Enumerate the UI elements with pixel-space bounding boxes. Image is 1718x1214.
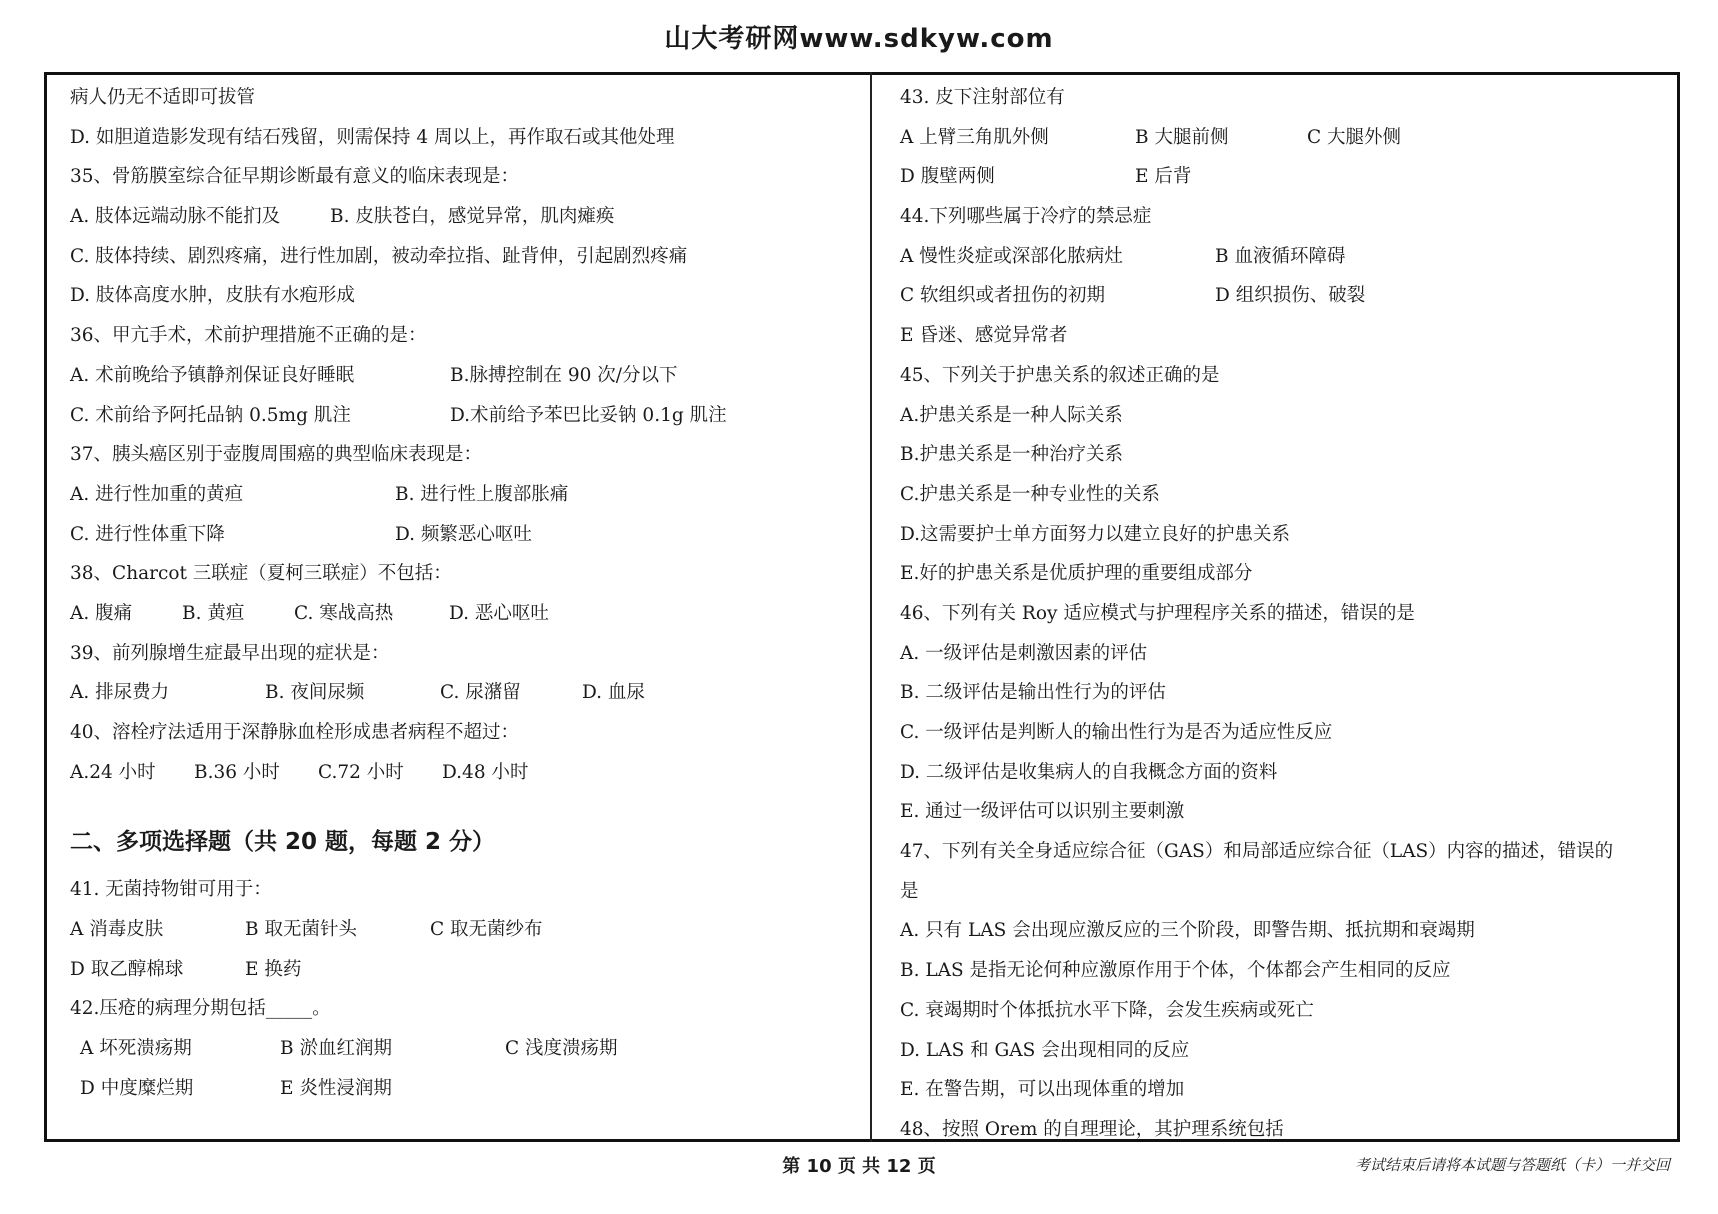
question-35-option-b: B. 皮肤苍白，感觉异常，肌肉瘫痪 bbox=[330, 206, 615, 228]
question-44-option-b: B 血液循环障碍 bbox=[1215, 245, 1346, 267]
question-34-continuation: 病人仍无不适即可拔管 bbox=[70, 87, 256, 108]
page-header-title: 山大考研网www.sdkyw.com bbox=[664, 24, 1054, 54]
question-40: 40、溶栓疗法适用于深静脉血栓形成患者病程不超过： bbox=[70, 722, 520, 743]
question-42-options-abc bbox=[70, 1029, 860, 1069]
question-38-option-a: A. 腹痛 bbox=[70, 602, 133, 624]
question-45: 45、下列关于护患关系的叙述正确的是 bbox=[900, 364, 1220, 386]
question-44-option-c: C 软组织或者扭伤的初期 bbox=[900, 285, 1106, 307]
question-36-option-b: B.脉搏控制在 90 次/分以下 bbox=[450, 364, 678, 386]
question-40-option-a: A.24 小时 bbox=[70, 761, 156, 783]
question-41-option-e: E 换药 bbox=[245, 958, 302, 980]
question-37-options-cd bbox=[70, 515, 860, 555]
question-43-options-abc bbox=[900, 118, 1670, 158]
question-47-continuation: 是 bbox=[900, 880, 919, 902]
question-39-option-c: C. 尿潴留 bbox=[440, 682, 521, 704]
question-40-options bbox=[70, 753, 860, 793]
question-47-option-e: E. 在警告期，可以出现体重的增加 bbox=[900, 1079, 1185, 1101]
question-41-option-c: C 取无菌纱布 bbox=[430, 919, 543, 941]
question-37-option-a: A. 进行性加重的黄疸 bbox=[70, 483, 244, 505]
question-48: 48、按照 Orem 的自理理论，其护理系统包括 bbox=[900, 1118, 1284, 1140]
question-38: 38、Charcot 三联症（夏柯三联症）不包括： bbox=[70, 563, 452, 585]
question-43-option-a: A 上臂三角肌外侧 bbox=[900, 126, 1049, 148]
right-column bbox=[900, 78, 1670, 1150]
question-46-option-c: C. 一级评估是判断人的输出性行为是否为适应性反应 bbox=[900, 722, 1333, 743]
question-40-option-d: D.48 小时 bbox=[442, 761, 529, 783]
question-44-options-ab bbox=[900, 237, 1670, 277]
question-45-option-b: B.护患关系是一种治疗关系 bbox=[900, 444, 1123, 466]
question-47-option-c: C. 衰竭期时个体抵抗水平下降，会发生疾病或死亡 bbox=[900, 999, 1314, 1021]
question-44: 44.下列哪些属于冷疗的禁忌症 bbox=[900, 206, 1152, 228]
question-38-option-b: B. 黄疸 bbox=[182, 602, 245, 624]
footer-instruction: 考试结束后请将本试题与答题纸（卡）一并交回 bbox=[1354, 1156, 1670, 1174]
section-heading-multiple-choice: 二、多项选择题（共 20 题，每题 2 分） bbox=[70, 829, 496, 856]
question-36-option-c: C. 术前给予阿托品钠 0.5mg 肌注 bbox=[70, 404, 351, 426]
question-35-options-ab bbox=[70, 197, 860, 237]
question-46-option-b: B. 二级评估是输出性行为的评估 bbox=[900, 682, 1166, 704]
question-37-option-c: C. 进行性体重下降 bbox=[70, 523, 225, 545]
question-45-option-c: C.护患关系是一种专业性的关系 bbox=[900, 483, 1160, 505]
question-36: 36、甲亢手术，术前护理措施不正确的是： bbox=[70, 325, 427, 347]
page-number: 第 10 页 共 12 页 bbox=[782, 1156, 936, 1177]
question-44-option-a: A 慢性炎症或深部化脓病灶 bbox=[900, 245, 1123, 267]
question-36-option-d: D.术前给予苯巴比妥钠 0.1g 肌注 bbox=[450, 404, 727, 426]
question-41: 41. 无菌持物钳可用于： bbox=[70, 879, 272, 901]
question-35-option-c: C. 肢体持续、剧烈疼痛，进行性加剧，被动牵拉指、趾背伸，引起剧烈疼痛 bbox=[70, 245, 688, 267]
question-43: 43. 皮下注射部位有 bbox=[900, 87, 1065, 108]
question-36-options-cd bbox=[70, 396, 860, 436]
question-46-option-a: A. 一级评估是刺激因素的评估 bbox=[900, 642, 1148, 664]
question-37-option-d: D. 频繁恶心呕吐 bbox=[395, 523, 532, 545]
left-column bbox=[70, 78, 860, 1109]
question-43-option-c: C 大腿外侧 bbox=[1307, 126, 1402, 148]
question-47: 47、下列有关全身适应综合征（GAS）和局部适应综合征（LAS）内容的描述，错误的 bbox=[900, 841, 1614, 863]
question-40-option-c: C.72 小时 bbox=[318, 761, 404, 783]
question-46-option-e: E. 通过一级评估可以识别主要刺激 bbox=[900, 801, 1185, 823]
question-45-option-a: A.护患关系是一种人际关系 bbox=[900, 404, 1123, 426]
question-47-option-b: B. LAS 是指无论何种应激原作用于个体，个体都会产生相同的反应 bbox=[900, 960, 1451, 982]
question-42-option-e: E 炎性浸润期 bbox=[280, 1077, 392, 1099]
question-42-option-b: B 淤血红润期 bbox=[280, 1038, 392, 1060]
question-35-option-d: D. 肢体高度水肿，皮肤有水疱形成 bbox=[70, 285, 355, 307]
question-39: 39、前列腺增生症最早出现的症状是： bbox=[70, 642, 390, 664]
question-39-option-b: B. 夜间尿频 bbox=[265, 682, 365, 704]
question-41-options-de bbox=[70, 950, 860, 990]
question-45-option-e: E.好的护患关系是优质护理的重要组成部分 bbox=[900, 563, 1253, 585]
question-36-option-a: A. 术前晚给予镇静剂保证良好睡眠 bbox=[70, 364, 355, 386]
question-40-option-b: B.36 小时 bbox=[194, 761, 280, 783]
question-37-options-ab bbox=[70, 475, 860, 515]
question-43-option-b: B 大腿前侧 bbox=[1135, 126, 1229, 148]
question-42: 42.压疮的病理分期包括_____。 bbox=[70, 998, 331, 1020]
question-43-options-de bbox=[900, 157, 1670, 197]
question-44-option-d: D 组织损伤、破裂 bbox=[1215, 285, 1366, 307]
question-36-options-ab bbox=[70, 356, 860, 396]
question-34-option-d: D. 如胆道造影发现有结石残留，则需保持 4 周以上，再作取石或其他处理 bbox=[70, 126, 675, 148]
question-42-options-de bbox=[70, 1069, 860, 1109]
question-39-option-d: D. 血尿 bbox=[582, 682, 645, 704]
question-38-option-d: D. 恶心呕吐 bbox=[449, 602, 549, 624]
question-41-option-b: B 取无菌针头 bbox=[245, 919, 357, 941]
question-41-option-d: D 取乙醇棉球 bbox=[70, 958, 184, 980]
question-47-option-a: A. 只有 LAS 会出现应激反应的三个阶段，即警告期、抵抗期和衰竭期 bbox=[900, 920, 1475, 942]
question-42-option-a: A 坏死溃疡期 bbox=[80, 1038, 192, 1060]
question-43-option-d: D 腹壁两侧 bbox=[900, 166, 995, 188]
question-37: 37、胰头癌区别于壶腹周围癌的典型临床表现是： bbox=[70, 444, 483, 466]
question-45-option-d: D.这需要护士单方面努力以建立良好的护患关系 bbox=[900, 523, 1291, 545]
question-42-option-c: C 浅度溃疡期 bbox=[505, 1038, 618, 1060]
question-44-option-e: E 昏迷、感觉异常者 bbox=[900, 325, 1068, 347]
question-38-option-c: C. 寒战高热 bbox=[294, 602, 394, 624]
question-37-option-b: B. 进行性上腹部胀痛 bbox=[395, 483, 569, 505]
question-41-options-abc bbox=[70, 910, 860, 950]
question-39-options bbox=[70, 673, 860, 713]
question-35-option-a: A. 肢体远端动脉不能扪及 bbox=[70, 206, 281, 228]
question-46: 46、下列有关 Roy 适应模式与护理程序关系的描述，错误的是 bbox=[900, 602, 1415, 624]
question-35: 35、骨筋膜室综合征早期诊断最有意义的临床表现是： bbox=[70, 166, 520, 188]
question-46-option-d: D. 二级评估是收集病人的自我概念方面的资料 bbox=[900, 761, 1278, 783]
question-42-option-d: D 中度糜烂期 bbox=[80, 1077, 194, 1099]
question-41-option-a: A 消毒皮肤 bbox=[70, 919, 164, 941]
question-39-option-a: A. 排尿费力 bbox=[70, 682, 170, 704]
question-44-options-cd bbox=[900, 276, 1670, 316]
question-43-option-e: E 后背 bbox=[1135, 166, 1192, 188]
column-divider bbox=[870, 72, 872, 1142]
question-47-option-d: D. LAS 和 GAS 会出现相同的反应 bbox=[900, 1039, 1190, 1061]
question-38-options bbox=[70, 594, 860, 634]
